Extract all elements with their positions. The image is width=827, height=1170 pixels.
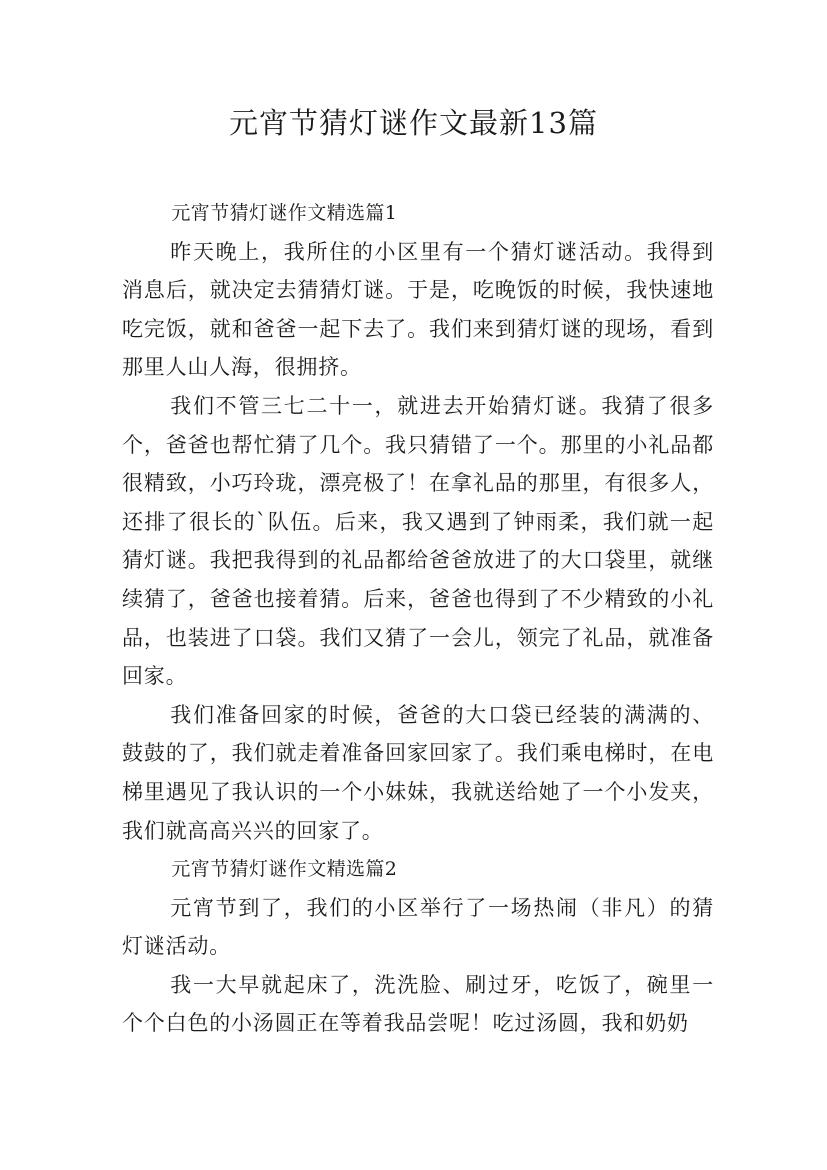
document-title: 元宵节猜灯谜作文最新13篇 (229, 106, 598, 140)
document-body (122, 194, 714, 1043)
paragraph: 元宵节到了，我们的小区举行了一场热闹（非凡）的猜灯谜活动。 (122, 895, 714, 959)
paragraph: 我们准备回家的时候，爸爸的大口袋已经装的满满的、鼓鼓的了，我们就走着准备回家回家了。我们乘电梯时，在电梯里遇见了我认识的一个小妹妹，我就送给她了一个小发夹，我们就高高兴兴的回家了。 (122, 702, 714, 843)
paragraph: 昨天晚上，我所住的小区里有一个猜灯谜活动。我得到消息后，就决定去猜猜灯谜。于是，吃晚饭的时候，我快速地吃完饭，就和爸爸一起下去了。我们来到猜灯谜的现场，看到那里人山人海，很拥挤。 (122, 239, 714, 380)
paragraph: 我一大早就起床了，洗洗脸、刷过牙，吃饭了，碗里一个个白色的小汤圆正在等着我品尝呢！吃过汤圆，我和奶奶 (122, 972, 714, 1036)
paragraph: 我们不管三七二十一，就进去开始猜灯谜。我猜了很多个，爸爸也帮忙猜了几个。我只猜错了一个。那里的小礼品都很精致，小巧玲珑，漂亮极了！在拿礼品的那里，有很多人，还排了很长的`队伍。后来，我又遇到了钟雨柔，我们就一起猜灯谜。我把我得到的礼品都给爸爸放进了的大口袋里，就继续猜了，爸爸也接着猜。后来，爸爸也得到了不少精致的小礼品，也装进了口袋。我们又猜了一会儿，领完了礼品，就准备回家。 (122, 393, 714, 689)
section-heading: 元宵节猜灯谜作文精选篇2 (171, 858, 398, 881)
section-heading: 元宵节猜灯谜作文精选篇1 (171, 202, 398, 224)
